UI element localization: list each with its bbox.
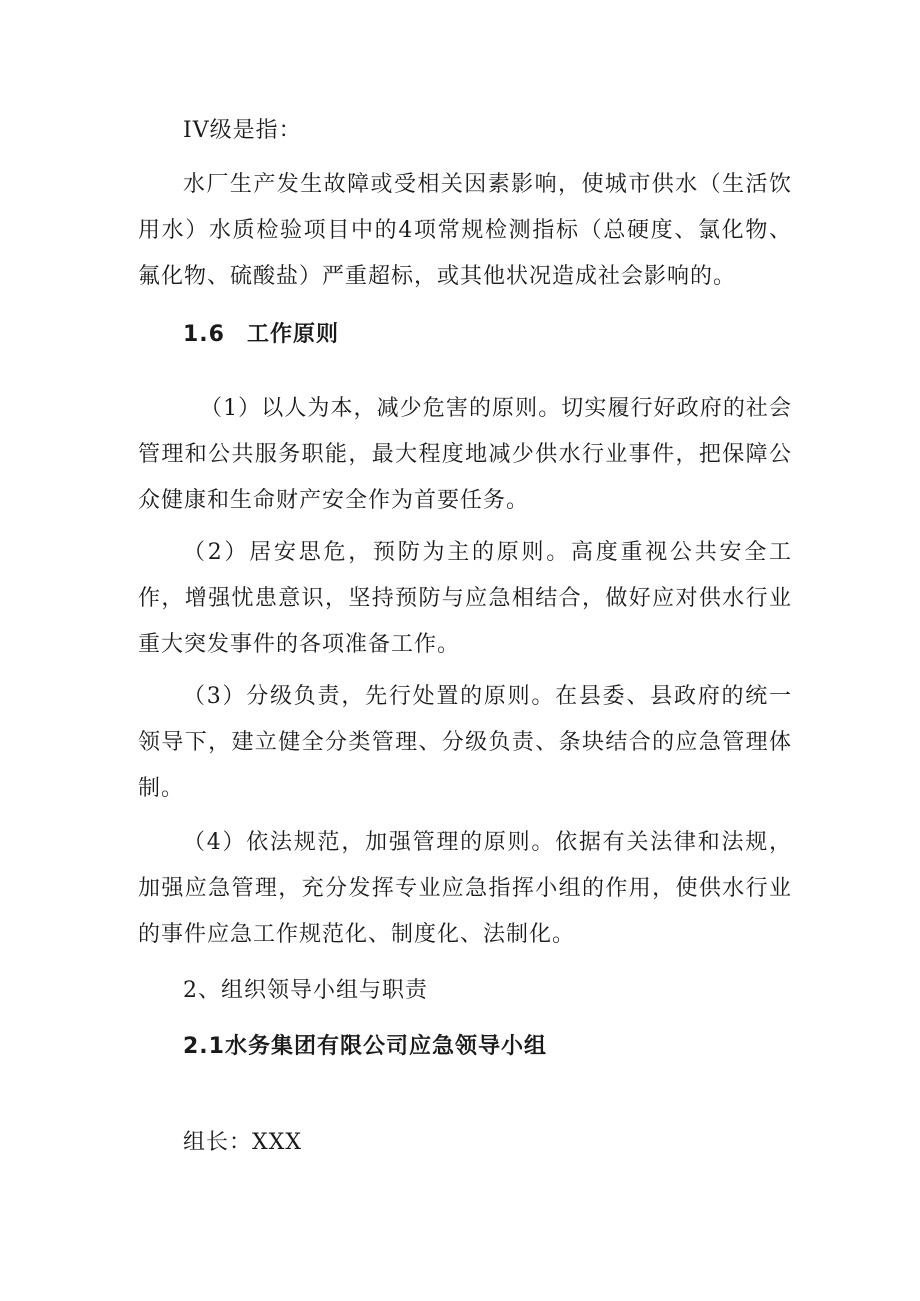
section-heading-2: 2、组织领导小组与职责 xyxy=(183,978,428,1003)
section-number: 1.6 xyxy=(183,322,225,347)
principle-paragraph-1: （1）以人为本，减少危害的原则。切实履行好政府的社会管理和公共服务职能，最大程度地减少供水行业事件，把保障公众健康和生命财产安全作为首要任务。 xyxy=(138,396,792,513)
section-title: 工作原则 xyxy=(246,322,339,347)
section-heading-1-6 xyxy=(183,312,339,358)
level-definition-paragraph: 水厂生产发生故障或受相关因素影响，使城市供水（生活饮用水）水质检验项目中的4项常规检测指标（总硬度、氯化物、氟化物、硫酸盐）严重超标，或其他状况造成社会影响的。 xyxy=(138,172,792,289)
principle-paragraph-2: （2）居安思危，预防为主的原则。高度重视公共安全工作，增强忧患意识，坚持预防与应急相结合，做好应对供水行业重大突发事件的各项准备工作。 xyxy=(138,540,792,657)
principle-paragraph-4: （4）依法规范，加强管理的原则。依据有关法律和法规，加强应急管理，充分发挥专业应急指挥小组的作用，使供水行业的事件应急工作规范化、制度化、法制化。 xyxy=(138,830,792,947)
leader-line: 组长：XXX xyxy=(183,1130,302,1155)
principle-paragraph-3: （3）分级负责，先行处置的原则。在县委、县政府的统一领导下，建立健全分类管理、分级负责、条块结合的应急管理体制。 xyxy=(138,684,792,801)
level-definition-label: IV级是指： xyxy=(183,118,302,143)
section-heading-2-1: 2.1水务集团有限公司应急领导小组 xyxy=(183,1034,547,1059)
